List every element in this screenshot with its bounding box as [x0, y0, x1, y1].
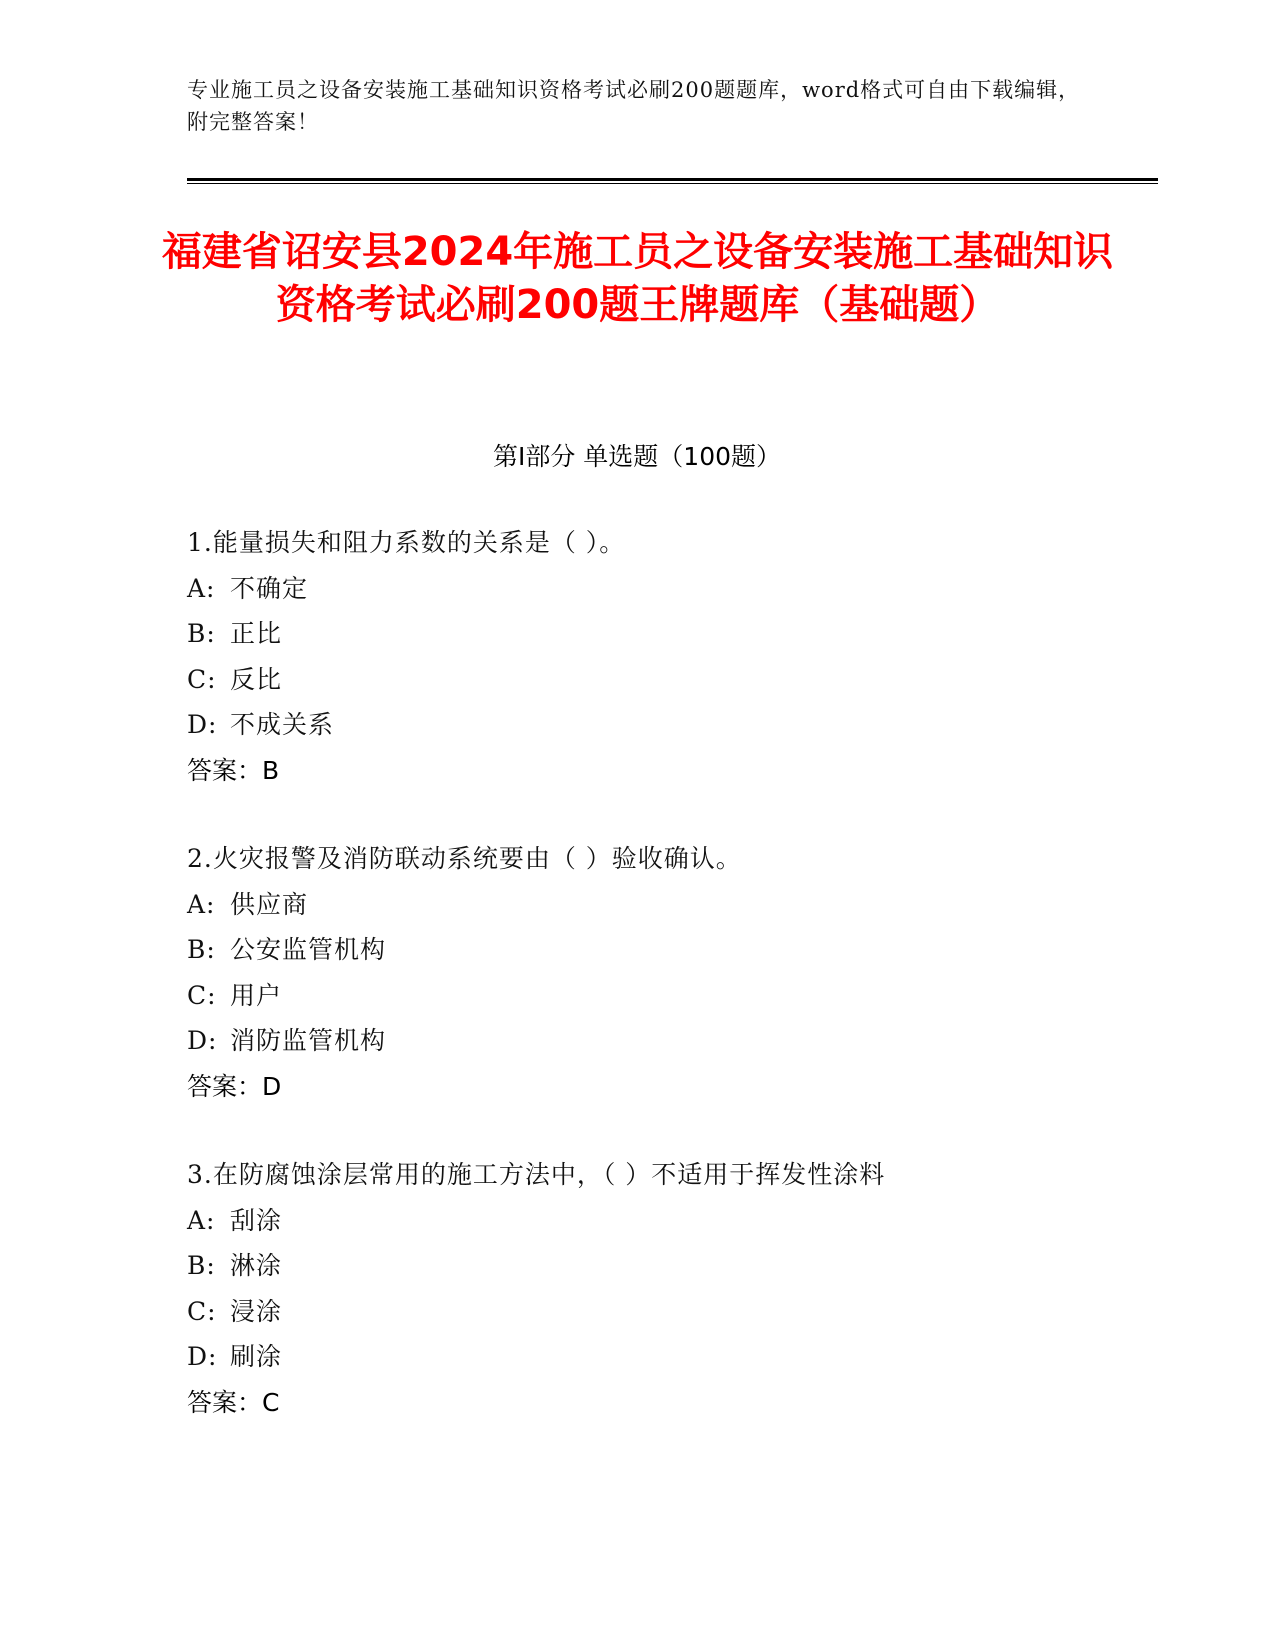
option-letter: D: [187, 710, 218, 739]
option-b [187, 927, 1187, 973]
option-text: 供应商 [230, 889, 309, 919]
question-stem: 1.能量损失和阻力系数的关系是（ ）。 [187, 528, 626, 557]
option-letter: A: [187, 573, 216, 603]
option-letter: B: [187, 619, 216, 648]
option-a [187, 1198, 1187, 1244]
option-text: 用户 [230, 980, 283, 1010]
option-d [187, 1334, 1187, 1380]
question-stem: 3.在防腐蚀涂层常用的施工方法中，（ ）不适用于挥发性涂料 [187, 1160, 886, 1189]
option-a [187, 566, 1187, 612]
answer-value: D [262, 1071, 282, 1101]
option-letter: C: [187, 664, 217, 694]
option-text: 不确定 [230, 573, 309, 603]
option-text: 刮涂 [230, 1205, 283, 1235]
answer-line [187, 1380, 1187, 1426]
question-2 [187, 836, 1187, 1109]
question-3 [187, 1152, 1187, 1425]
option-c [187, 1289, 1187, 1335]
option-text: 刷涂 [230, 1342, 283, 1371]
answer-label: 答案： [187, 1387, 263, 1417]
answer-line [187, 1064, 1187, 1110]
option-text: 浸涂 [230, 1296, 283, 1326]
option-text: 正比 [230, 619, 283, 648]
option-c [187, 973, 1187, 1019]
question-stem: 2.火灾报警及消防联动系统要由（ ）验收确认。 [187, 844, 742, 873]
answer-line [187, 748, 1187, 794]
option-d [187, 1018, 1187, 1064]
option-letter: B: [187, 935, 216, 964]
option-letter: A: [187, 889, 216, 919]
option-text: 公安监管机构 [230, 935, 387, 964]
answer-label: 答案： [187, 755, 263, 785]
option-d [187, 702, 1187, 748]
option-letter: C: [187, 1296, 217, 1326]
answer-label: 答案： [187, 1071, 263, 1101]
option-c [187, 657, 1187, 703]
question-1 [187, 520, 1187, 793]
header-divider-thick [187, 178, 1158, 181]
answer-value: C [262, 1387, 280, 1417]
option-letter: B: [187, 1251, 216, 1280]
section-title: 第I部分 单选题（100题） [492, 442, 782, 471]
answer-value: B [262, 755, 280, 785]
option-letter: A: [187, 1205, 216, 1235]
option-text: 不成关系 [230, 710, 335, 739]
header-divider-thin [187, 183, 1158, 184]
header-note: 专业施工员之设备安装施工基础知识资格考试必刷200题题库，word格式可自由下载编辑，附完整答案！ [187, 78, 1081, 134]
document-title: 福建省诏安县2024年施工员之设备安装施工基础知识资格考试必刷200题王牌题库（基础题） [161, 229, 1114, 328]
option-text: 淋涂 [230, 1251, 283, 1280]
option-letter: D: [187, 1342, 218, 1371]
option-text: 反比 [230, 664, 283, 694]
option-b [187, 1243, 1187, 1289]
option-letter: D: [187, 1026, 218, 1055]
option-a [187, 882, 1187, 928]
option-letter: C: [187, 980, 217, 1010]
option-b [187, 611, 1187, 657]
option-text: 消防监管机构 [230, 1026, 387, 1055]
